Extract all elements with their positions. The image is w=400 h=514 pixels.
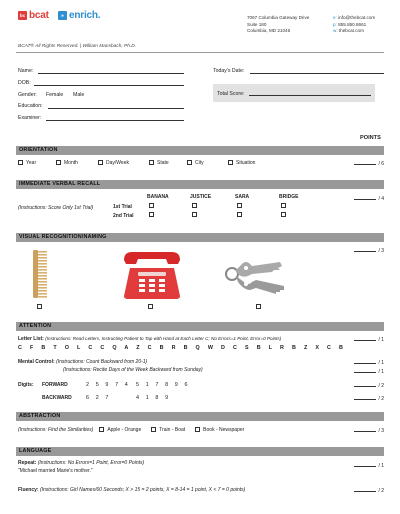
orientation-items <box>18 160 255 166</box>
name-field[interactable] <box>38 68 184 74</box>
abstraction-instructions: (Instructions: Find the Similarities) <box>18 427 94 433</box>
digits-backward-b: 4 1 8 9 <box>136 395 171 401</box>
examiner-field[interactable] <box>46 115 184 121</box>
orientation-item[interactable]: Month <box>56 160 98 166</box>
repeat-sentence: "Michael married Marie's mother." <box>18 468 93 474</box>
dob-field[interactable] <box>34 80 184 86</box>
checkbox[interactable] <box>56 160 61 165</box>
checkbox[interactable] <box>98 160 103 165</box>
gender-male-option[interactable]: Male <box>73 92 85 98</box>
digits-score-2[interactable]: / 2 <box>354 395 384 402</box>
recall-word: BRIDGE <box>279 194 299 200</box>
address-line: Columbia, MD 21046 <box>247 28 291 33</box>
name-label: Name: <box>18 68 34 74</box>
mental-control-instructions-1: (Instructions: Count Backward from 20-1) <box>56 359 148 365</box>
digits-backward-label: BACKWARD <box>42 395 72 401</box>
total-score-label: Total Score: <box>217 91 245 97</box>
gender-label: Gender: <box>18 92 37 98</box>
digits-score-1[interactable]: / 2 <box>354 382 384 389</box>
todays-date-field[interactable] <box>250 68 384 74</box>
address-block <box>247 15 309 35</box>
checkbox[interactable] <box>228 160 233 165</box>
orientation-item[interactable]: State <box>149 160 187 166</box>
checkbox-banana-1[interactable] <box>149 203 154 208</box>
checkbox-comb[interactable] <box>37 304 42 309</box>
checkbox[interactable] <box>18 160 23 165</box>
trial-1-label: 1st Trial <box>113 204 132 210</box>
digits-forward-b: 5 1 7 8 9 6 <box>136 382 191 388</box>
comb-icon <box>33 250 47 298</box>
repeat-instructions: (Instructions: No Errors=1 Point, Error=0 Points) <box>37 460 145 466</box>
checkbox[interactable] <box>99 427 104 432</box>
section-language: LANGUAGE <box>16 447 384 456</box>
checkbox-sara-2[interactable] <box>237 212 242 217</box>
mental-control-score-2[interactable]: / 1 <box>354 368 384 375</box>
visual-score[interactable]: / 3 <box>354 247 384 254</box>
checkbox-justice-2[interactable] <box>192 212 197 217</box>
letter-sequence: C F B T O L C C Q A Z C B R B Q W D C S B L R B Z X C B <box>18 345 347 351</box>
enrich-logo <box>58 10 100 21</box>
mental-control-label: Mental Control: <box>18 359 55 365</box>
bcat-logo-mark: bc <box>19 13 26 18</box>
contact-phone[interactable]: 855.850.8661 <box>338 21 367 27</box>
contact-email[interactable]: info@thebcat.com <box>338 15 376 20</box>
recall-word: JUSTICE <box>190 194 212 200</box>
mental-control-score-1[interactable]: / 1 <box>354 359 384 366</box>
orientation-item[interactable]: City <box>187 160 228 166</box>
digits-forward-label: FORWARD <box>42 382 68 388</box>
section-orientation: ORIENTATION <box>16 146 384 155</box>
checkbox[interactable] <box>195 427 200 432</box>
digits-label: Digits: <box>18 382 34 388</box>
checkbox[interactable] <box>149 160 154 165</box>
header-divider <box>16 52 384 53</box>
address-line: 7067 Columbia Gateway Drive <box>247 15 310 20</box>
trial-2-label: 2nd Trial <box>113 213 134 219</box>
bcat-logo <box>18 10 49 21</box>
checkbox-bridge-2[interactable] <box>281 212 286 217</box>
gender-female-option[interactable]: Female <box>46 92 64 98</box>
fluency-score[interactable]: / 2 <box>354 487 384 494</box>
letter-list-label: Letter List: <box>18 336 44 342</box>
orientation-item[interactable]: Year <box>18 160 56 166</box>
recall-word: BANANA <box>147 194 169 200</box>
verbal-instructions: (Instructions: Score Only 1st Trial) <box>18 205 94 211</box>
checkbox-bridge-1[interactable] <box>281 203 286 208</box>
contact-block: e: info@thebcat.com p: 855.850.8661 w: thebcat.com <box>333 15 376 33</box>
abstraction-row <box>18 427 244 433</box>
bcat-logo-text: bcat <box>29 10 49 21</box>
todays-date-label: Today's Date: <box>213 68 245 74</box>
keys-icon <box>222 252 292 296</box>
education-field[interactable] <box>48 103 184 109</box>
section-visual-recognition: VISUAL RECOGNITION/NAMING <box>16 233 384 242</box>
verbal-score[interactable]: / 4 <box>354 195 384 202</box>
fluency-row <box>18 487 245 493</box>
abstraction-item[interactable]: Apple - Orange <box>99 427 141 433</box>
abstraction-item[interactable]: Book - Newspaper <box>195 427 244 433</box>
checkbox-telephone[interactable] <box>148 304 153 309</box>
digits-backward-a: 6 2 7 <box>86 395 111 401</box>
copyright: BCAT® All Rights Reserved. | William Mansbach, Ph.D. <box>18 44 137 49</box>
repeat-row <box>18 460 144 466</box>
mental-control-instructions-2: (Instructions: Recite Days of the Week Backward from Sunday) <box>63 367 203 373</box>
abstraction-item[interactable]: Train - Boat <box>151 427 185 433</box>
checkbox[interactable] <box>187 160 192 165</box>
mental-control-row <box>18 359 147 365</box>
recall-word: SARA <box>235 194 250 200</box>
section-abstraction: ABSTRACTION <box>16 412 384 421</box>
digits-forward-a: 2 5 9 7 4 <box>86 382 131 388</box>
address-line: Suite 180 <box>247 21 267 27</box>
section-attention: ATTENTION <box>16 322 384 331</box>
repeat-score[interactable]: / 1 <box>354 462 384 469</box>
enrich-logo-text: enrich. <box>69 10 101 21</box>
orientation-item[interactable]: Day/Week <box>98 160 149 166</box>
abstraction-score[interactable]: / 3 <box>354 427 384 434</box>
examiner-label: Examiner: <box>18 115 42 121</box>
total-score-field[interactable] <box>249 90 371 96</box>
contact-website[interactable]: thebcat.com <box>338 28 364 33</box>
orientation-score[interactable]: / 6 <box>354 160 384 167</box>
checkbox-justice-1[interactable] <box>192 203 197 208</box>
checkbox-banana-2[interactable] <box>149 212 154 217</box>
education-label: Education: <box>18 103 43 109</box>
section-verbal-recall: IMMEDIATE VERBAL RECALL <box>16 180 384 189</box>
checkbox-sara-1[interactable] <box>237 203 242 208</box>
letter-list-row <box>18 336 358 342</box>
orientation-item[interactable]: Situation <box>228 160 255 166</box>
dob-label: DOB: <box>18 80 31 86</box>
letter-list-instructions: (Instructions: Read Letters, Instructing Patient to Tap with Hand at Each Letter C; No Errors=1 Point, Error=0 Points) <box>45 336 282 341</box>
telephone-icon <box>120 250 184 300</box>
letter-list-score[interactable]: / 1 <box>354 336 384 343</box>
enrich-logo-mark: e <box>58 11 67 20</box>
repeat-label: Repeat: <box>18 460 37 466</box>
points-header: POINTS <box>360 135 381 141</box>
total-score-box <box>213 84 375 102</box>
checkbox[interactable] <box>151 427 156 432</box>
fluency-label: Fluency: <box>18 487 39 493</box>
checkbox-keys[interactable] <box>256 304 261 309</box>
fluency-instructions: (Instructions: Girl Names/60 Seconds; X > 15 = 2 points, X = 8-14 = 1 point, X < 7 = 0 points) <box>39 487 246 493</box>
